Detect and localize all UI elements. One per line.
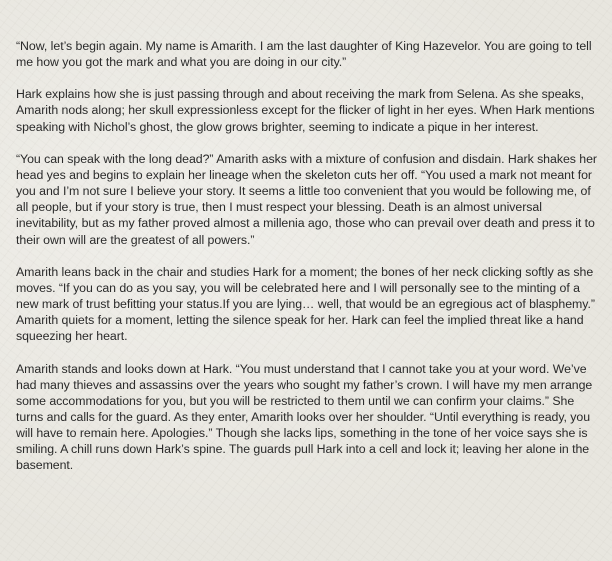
paragraph-introduction: “Now, let’s begin again. My name is Amarith. I am the last daughter of King Hazevelor. You are going to tell me how you got the mark and what you are doing in our city.” xyxy=(16,39,592,70)
paragraph-implied-threat: Amarith leans back in the chair and studies Hark for a moment; the bones of her neck clicking softly as she moves. “If you can do as you say, you will be celebrated here and I will personally see to the minting of a new mark of trust befitting your status.If you are lying… well, that would be an egregious act of blasphemy.” Amarith quiets for a moment, letting the silence speak for her. Hark can feel the implied threat like a hand squeezing her heart. xyxy=(16,264,595,344)
paragraph-basement-cell: Amarith stands and looks down at Hark. “You must understand that I cannot take you at your word. We’ve had many thieves and assassins over the years who sought my father’s crown. I will have my men arrange some accommodations for you, but you will be restricted to them until we can confirm your claims.” She turns and calls for the guard. As they enter, Amarith looks over her shoulder. “Until everything is ready, you will have to remain here. Apologies.” Though she lacks lips, something in the tone of her voice says she is smiling. A chill runs down Hark’s spine. The guards pull Hark into a cell and lock it; leaving her alone in the basement. xyxy=(16,361,593,473)
paragraph-long-dead: “You can speak with the long dead?” Amarith asks with a mixture of confusion and disdain. Hark shakes her head yes and begins to explain her lineage when the skeleton cuts her off. “You used a mark not meant for you and I’m not sure I believe your story. It seems a little too convenient that you would be following me, of all people, but if your story is true, then I must respect your blessing. Death is an almost universal inevitability, but as my father proved almost a millenia ago, those who can prevail over death and press it to their own will are the greatest of all powers.” xyxy=(16,151,597,247)
story-text xyxy=(16,38,598,474)
paragraph-hark-explains: Hark explains how she is just passing through and about receiving the mark from Selena. As she speaks, Amarith nods along; her skull expressionless except for the flicker of light in her eyes. When Hark mentions speaking with Nichol’s ghost, the glow grows brighter, seeming to indicate a pique in her interest. xyxy=(16,87,595,134)
